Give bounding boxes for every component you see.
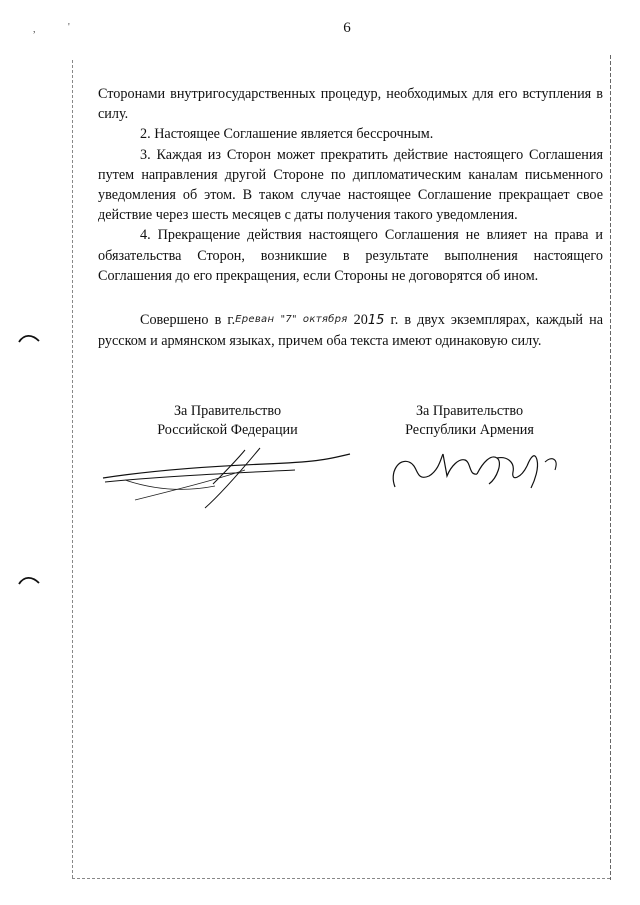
paragraph-4: 4. Прекращение действия настоящего Соглашения не влияет на права и обязательства Сторон, возникшие в результате выполнения настоящего Соглашения до его прекращения, если Стороны не договорятся об ином.: [98, 227, 603, 284]
party-russia: [140, 402, 315, 440]
scan-frame-bottom: [72, 878, 611, 879]
margin-mark: [18, 333, 40, 343]
scan-speck: ': [68, 22, 70, 33]
party-name: Российской Федерации: [157, 422, 298, 438]
agreement-text: [98, 84, 603, 286]
handwritten-date: "7" октября: [280, 314, 348, 325]
scan-frame-right: [610, 55, 611, 880]
party-label: За Правительство: [173, 403, 282, 419]
margin-mark: [18, 575, 40, 585]
signature-armenia: [385, 432, 575, 502]
signing-prefix: Совершено в г.: [140, 312, 236, 328]
party-name: Республики Армения: [405, 422, 534, 438]
scan-speck: ,: [33, 24, 36, 35]
signing-suffix: г. в двух экземплярах, каждый на русском и армянском языках, причем оба текста имеют одинаковую силу.: [98, 312, 604, 350]
page-number: 6: [343, 20, 351, 36]
paragraph-3: 3. Каждая из Сторон может прекратить действие настоящего Соглашения путем направления другой Стороне по дипломатическим каналам письменного уведомления об этом. В таком случае настоящее Соглашение прекращает свое действие через шесть месяцев с даты получения такого уведомления.: [98, 146, 603, 224]
handwritten-city: Ереван: [235, 314, 275, 325]
year-printed: 20: [353, 312, 368, 328]
signing-clause: [98, 310, 603, 351]
signature-russia: [95, 440, 355, 520]
handwritten-year: 15: [367, 313, 385, 328]
scan-frame-left: [72, 60, 73, 880]
paragraph-2: 2. Настоящее Соглашение является бессрочным.: [140, 126, 434, 143]
party-label: За Правительство: [415, 403, 524, 419]
paragraph-continuation: Сторонами внутригосударственных процедур, необходимых для его вступления в силу.: [98, 86, 603, 123]
